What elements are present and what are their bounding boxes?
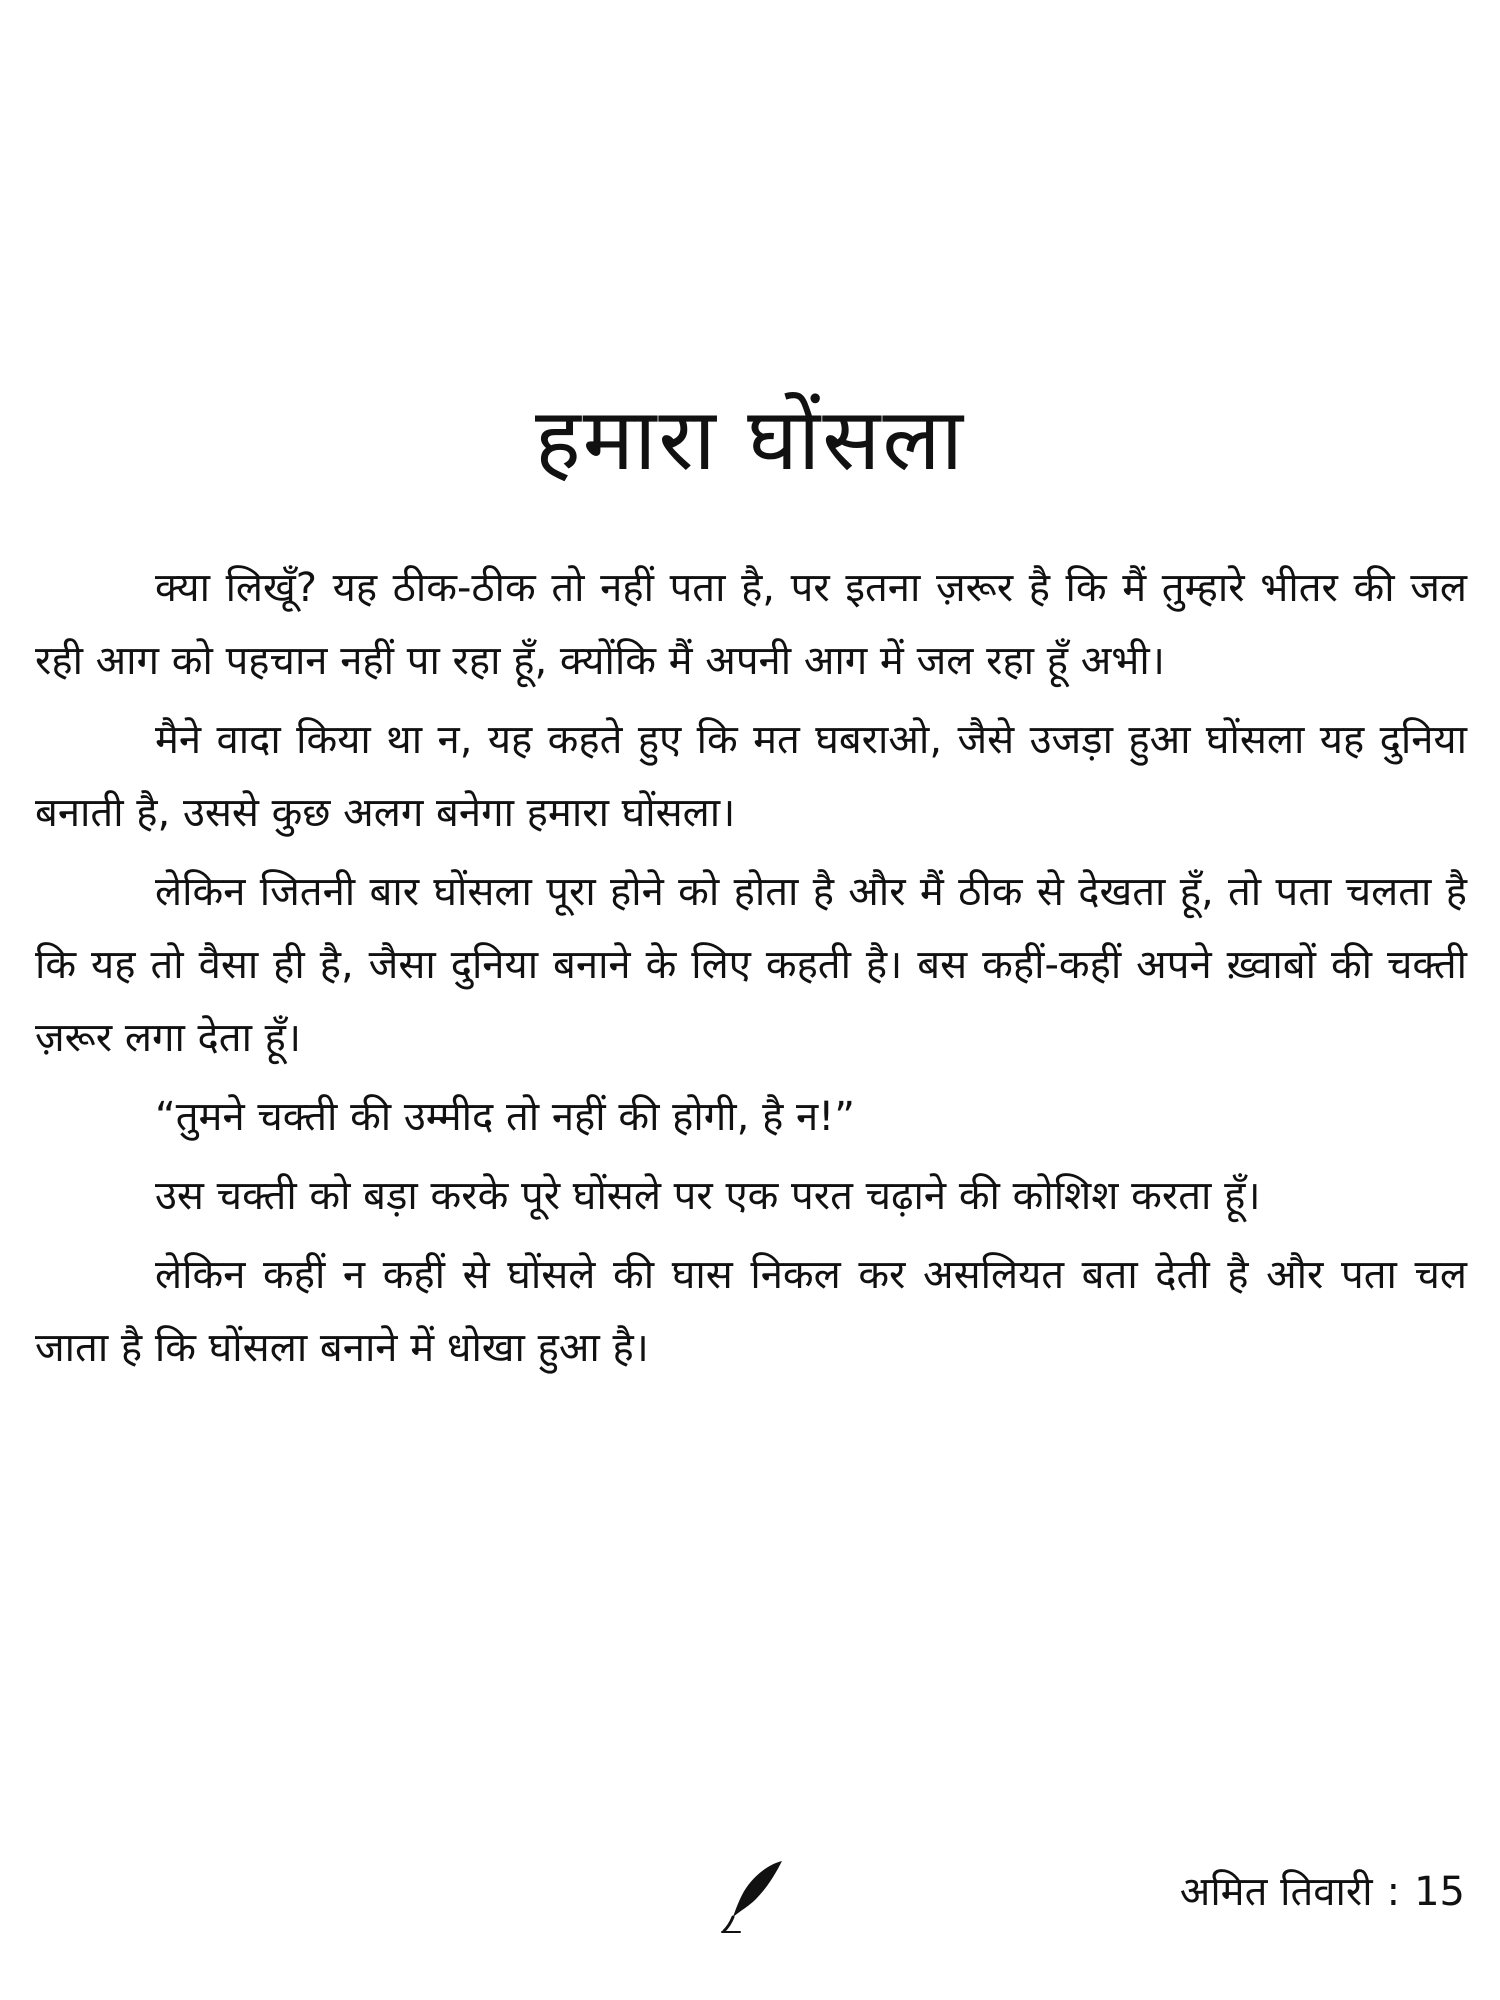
chapter-body <box>35 552 1467 1391</box>
paragraph-5: उस चक्ती को बड़ा करके पूरे घोंसले पर एक परत चढ़ाने की कोशिश करता हूँ। <box>155 1173 1261 1219</box>
footer-separator: : <box>1386 1869 1401 1915</box>
paragraph-2: मैने वादा किया था न, यह कहते हुए कि मत घबराओ, जैसे उजड़ा हुआ घोंसला यह दुनिया बनाती है, उससे कुछ अलग बनेगा हमारा घोंसला। <box>35 717 1467 836</box>
page-footer-text <box>1180 1867 1465 1917</box>
author-name: अमित तिवारी <box>1179 1869 1373 1915</box>
page-number: 15 <box>1414 1869 1465 1915</box>
paragraph-6: लेकिन कहीं न कहीं से घोंसले की घास निकल कर असलियत बता देती है और पता चल जाता है कि घोंसला बनाने में धोखा हुआ है। <box>35 1252 1467 1371</box>
paragraph-4: “तुमने चक्ती की उम्मीद तो नहीं की होगी, है न!” <box>155 1094 855 1140</box>
page-footer <box>0 1855 1500 1935</box>
chapter-title: हमारा घोंसला <box>535 390 965 490</box>
paragraph-3: लेकिन जितनी बार घोंसला पूरा होने को होता है और मैं ठीक से देखता हूँ, तो पता चलता है कि यह तो वैसा ही है, जैसा दुनिया बनाने के लिए कहती है। बस कहीं-कहीं अपने ख़्वाबों की चक्ती ज़रूर लगा देता हूँ। <box>35 869 1467 1061</box>
quill-icon <box>712 1855 792 1935</box>
paragraph-1: क्या लिखूँ? यह ठीक-ठीक तो नहीं पता है, पर इतना ज़रूर है कि मैं तुम्हारे भीतर की जल रही आग को पहचान नहीं पा रहा हूँ, क्योंकि मैं अपनी आग में जल रहा हूँ अभी। <box>35 565 1467 684</box>
